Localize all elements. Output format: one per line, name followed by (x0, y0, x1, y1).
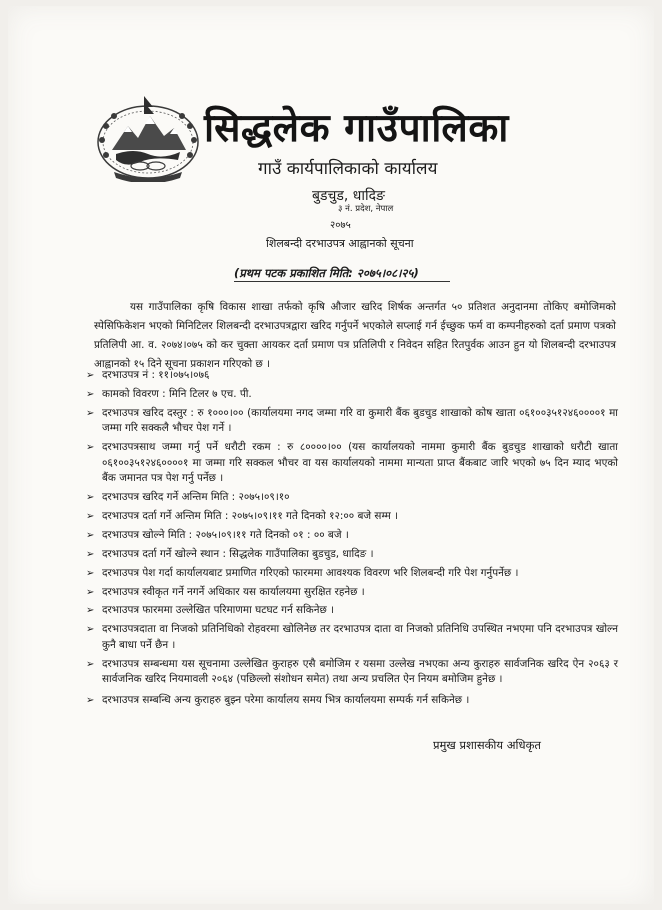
list-item: ➢ दरभाउपत्र स्वीकृत गर्ने नगर्ने अधिकार यस कार्यालयमा सुरक्षित रहनेछ । (86, 585, 618, 601)
office-address: बुडचुड, धादिङ (312, 188, 385, 204)
arrow-bullet-icon: ➢ (86, 370, 95, 381)
list-item: ➢ दरभाउपत्रसाथ जम्मा गर्नु पर्ने धरौटी रकम : रु ८००००।०० (यस कार्यालयको नाममा कुमारी बैंक बुडचुड शाखाको धरौटी खाता ०६१००३५१२४६००००१ मा जम्मा गरि सक्कल भौचर वा यस कार्यालयको नाममा मान्यता प्राप्त बैंकबाट जारि भएको ७५ दिन म्याद भएको बैंक जमानत पत्र पेश गर्नु पर्नेछ । (86, 441, 618, 485)
notice-page (8, 6, 654, 904)
arrow-bullet-icon: ➢ (86, 624, 95, 636)
published-date: (प्रथम पटक प्रकाशित मिति: २०७५।०८।२५) (234, 266, 419, 280)
published-date-underline (234, 281, 450, 282)
arrow-bullet-icon: ➢ (86, 548, 95, 560)
arrow-bullet-icon: ➢ (86, 567, 95, 579)
intro-paragraph: यस गाउँपालिका कृषि विकास शाखा तर्फको कृषि औजार खरिद शिर्षक अन्तर्गत ५० प्रतिशत अनुदानमा तोकिए बमोजिमको स्पेसिफिकेशन भएको मिनिटिलर शिलबन्दी दरभाउपत्रद्वारा खरिद गर्नुपर्ने भएकोले सप्लाई गर्न ईच्छुक फर्म वा कम्पनीहरुको दर्ता प्रमाण पत्रको प्रतिलिपी आ. व. २०७४।०७५ को कर चुक्ता आयकर दर्ता प्रमाण पत्र प्रतिलिपी र निवेदन सहित रितपुर्वक आउन हुन यो शिलबन्दी दरभाउपत्र आह्वानको १५ दिने सूचना प्रकाशन गरिएको छ । (94, 301, 616, 370)
list-item: ➢ दरभाउपत्र फारममा उल्लेखित परिमाणमा घटघट गर्न सकिनेछ । (86, 603, 618, 619)
arrow-bullet-icon: ➢ (86, 605, 95, 617)
list-item: ➢ दरभाउपत्र सम्बन्धि अन्य कुराहरु बुझ्न परेमा कार्यालय समय भित्र कार्यालयमा सम्पर्क गर्न सकिनेछ । (86, 693, 618, 709)
list-item: ➢ दरभाउपत्र नं : ११।०७५।०७६ (86, 368, 618, 384)
signature-designation: प्रमुख प्रशासकीय अधिकृत (433, 738, 541, 752)
list-item: ➢ दरभाउपत्र खरिद दस्तुर : रु १०००।०० (कार्यालयमा नगद जम्मा गरि वा कुमारी बैंक बुडचुड शाखाको कोष खाता ०६१००३५१२४६००००१ मा जम्मा गरि सक्कलै भौचर पेश गर्ने । (86, 406, 618, 435)
arrow-bullet-icon: ➢ (86, 694, 95, 706)
arrow-bullet-icon: ➢ (86, 510, 95, 522)
arrow-bullet-icon: ➢ (86, 586, 95, 598)
list-item: ➢ दरभाउपत्र खरिद गर्ने अन्तिम मिति : २०७५।०९।१० (86, 490, 618, 506)
arrow-bullet-icon: ➢ (86, 492, 95, 504)
arrow-bullet-icon: ➢ (86, 388, 95, 400)
arrow-bullet-icon: ➢ (86, 658, 95, 670)
list-item: ➢ दरभाउपत्र दर्ता गर्ने खोल्ने स्थान : सिद्धलेक गाउँपालिका बुडचुड, धादिङ । (86, 547, 618, 563)
list-item: ➢ दरभाउपत्र सम्बन्धमा यस सूचनामा उल्लेखित कुराहरु एसै बमोजिम र यसमा उल्लेख नभएका अन्य कुराहरु सार्वजनिक खरिद ऐन २०६३ र सार्वजनिक खरिद नियमावली २०६४ (पछिल्लो संशोधन समेत) तथा अन्य प्रचलित ऐन नियम बमोजिम हुनेछ । (86, 657, 618, 686)
arrow-bullet-icon: ➢ (86, 442, 95, 454)
list-item: ➢ दरभाउपत्र दर्ता गर्ने अन्तिम मिति : २०७५।०९।११ गते दिनको १२:०० बजे सम्म । (86, 509, 618, 525)
terms-list (86, 368, 618, 712)
arrow-bullet-icon: ➢ (86, 529, 95, 541)
notice-title: शिलबन्दी दरभाउपत्र आह्वानको सूचना (266, 237, 414, 250)
list-item: ➢ दरभाउपत्रदाता वा निजको प्रतिनिधिको रोहवरमा खोलिनेछ तर दरभाउपत्र दाता वा निजको प्रतिनिधि उपस्थित नभएमा पनि दरभाउपत्र खोल्न कुनै बाधा पर्ने छैन । (86, 623, 618, 651)
fiscal-year: २०७५ (330, 220, 351, 231)
list-item: ➢ दरभाउपत्र पेश गर्दा कार्यालयबाट प्रमाणित गरिएको फारममा आवश्यक विवरण भरि शिलबन्दी गरि पेश गर्नुपर्नेछ । (86, 566, 618, 582)
arrow-bullet-icon: ➢ (86, 407, 95, 419)
list-item: ➢ कामको विवरण : मिनि टिलर ७ एच. पी. (86, 387, 618, 403)
municipality-title: सिद्धलेक गाउँपालिका (204, 106, 509, 151)
office-subtitle: गाउँ कार्यपालिकाको कार्यालय (258, 159, 438, 179)
nepal-emblem-logo (94, 92, 202, 182)
list-item: ➢ दरभाउपत्र खोल्ने मिति : २०७५।०९।११ गते दिनको ०१ : ०० बजे । (86, 528, 618, 544)
province-line: ३ नं. प्रदेश, नेपाल (338, 204, 394, 214)
